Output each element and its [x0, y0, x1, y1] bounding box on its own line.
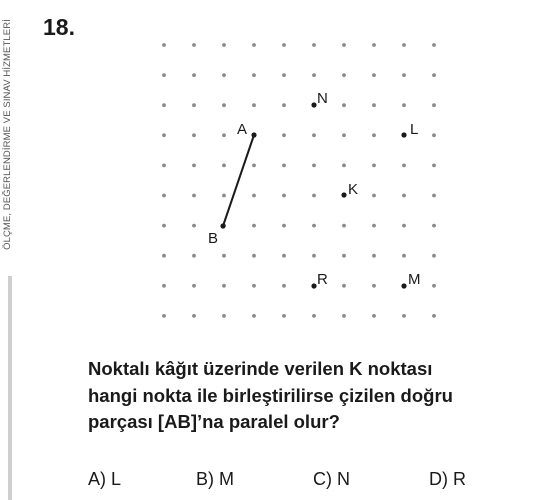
grid-dot	[282, 133, 286, 137]
grid-dot	[402, 73, 406, 77]
grid-dot	[342, 284, 346, 288]
grid-dot	[222, 254, 226, 258]
point-a	[251, 132, 256, 137]
grid-dot	[432, 194, 436, 198]
grid-dot	[252, 43, 256, 47]
grid-dot	[432, 284, 436, 288]
grid-dot	[222, 284, 226, 288]
grid-dot	[162, 43, 166, 47]
grid-dot	[252, 224, 256, 228]
grid-dot	[192, 164, 196, 168]
grid-dot	[162, 73, 166, 77]
choice-c[interactable]: C) N	[313, 469, 350, 489]
label-l: L	[410, 121, 419, 138]
grid-dot	[342, 314, 346, 318]
grid-dot	[342, 43, 346, 47]
grid-dot	[222, 194, 226, 198]
grid-dot	[372, 224, 376, 228]
grid-dot	[282, 284, 286, 288]
grid-dot	[402, 224, 406, 228]
grid-dot	[402, 314, 406, 318]
grid-dot	[282, 194, 286, 198]
grid-dot	[252, 254, 256, 258]
grid-dot	[252, 164, 256, 168]
grid-dot	[282, 103, 286, 107]
grid-dot	[402, 254, 406, 258]
point-n	[311, 102, 316, 107]
grid-dot	[402, 43, 406, 47]
choice-a[interactable]: A) L	[88, 469, 122, 489]
grid-dot	[162, 314, 166, 318]
choice-d[interactable]: D) R	[429, 469, 466, 489]
grid-dot	[222, 314, 226, 318]
grid-dot	[282, 254, 286, 258]
grid-dot	[342, 224, 346, 228]
grid-dot	[252, 314, 256, 318]
choice-b[interactable]: B) M	[196, 469, 234, 489]
grid-dot	[162, 164, 166, 168]
grid-dot	[372, 254, 376, 258]
grid-dot	[192, 133, 196, 137]
grid-dot	[192, 43, 196, 47]
grid-dot	[162, 133, 166, 137]
point-k	[341, 192, 346, 197]
grid-dot	[162, 194, 166, 198]
grid-dot	[372, 194, 376, 198]
grid-dot	[192, 254, 196, 258]
grid-dot	[192, 73, 196, 77]
grid-dot	[282, 43, 286, 47]
grid-dot	[342, 133, 346, 137]
grid-dot	[312, 194, 316, 198]
grid-dot	[222, 103, 226, 107]
grid-dot	[162, 284, 166, 288]
label-n: N	[317, 90, 328, 107]
grid-dot	[312, 254, 316, 258]
grid-dot	[372, 73, 376, 77]
grid-dot	[312, 43, 316, 47]
label-r: R	[317, 271, 328, 288]
point-b	[220, 223, 225, 228]
grid-dot	[312, 133, 316, 137]
question-text	[88, 356, 528, 436]
grid-dot	[432, 43, 436, 47]
grid-dot	[342, 164, 346, 168]
grid-dot	[192, 284, 196, 288]
grid-dot	[312, 224, 316, 228]
grid-dot	[222, 43, 226, 47]
grid-dot	[432, 314, 436, 318]
grid-dot	[162, 103, 166, 107]
grid-dot	[192, 314, 196, 318]
grid-dot	[402, 103, 406, 107]
question-line: hangi nokta ile birleştirilirse çizilen doğru	[88, 384, 453, 406]
grid-dot	[282, 164, 286, 168]
grid-dot	[432, 103, 436, 107]
point-r	[311, 283, 316, 288]
point-l	[401, 132, 406, 137]
label-a: A	[237, 121, 248, 138]
grid-dot	[282, 224, 286, 228]
grid-dot	[432, 73, 436, 77]
grid-dot	[282, 73, 286, 77]
grid-dot	[342, 103, 346, 107]
grid-dot	[432, 133, 436, 137]
grid-dot	[252, 284, 256, 288]
question-line: parçası [AB]’na paralel olur?	[88, 411, 340, 432]
grid-dot	[432, 224, 436, 228]
grid-dot	[372, 43, 376, 47]
grid-dot	[192, 194, 196, 198]
grid-dot	[312, 164, 316, 168]
grid-dot	[372, 133, 376, 137]
grid-dot	[222, 164, 226, 168]
point-m	[401, 283, 406, 288]
question-line: Noktalı kâğıt üzerinde verilen K noktası	[88, 358, 433, 379]
publisher-side-label: ÖLÇME, DEĞERLENDİRME VE SINAV HİZMETLERİ	[1, 18, 13, 250]
grid-dot	[222, 73, 226, 77]
segment-ab	[223, 135, 254, 226]
grid-dot	[432, 164, 436, 168]
label-b: B	[208, 230, 219, 247]
grid-dot	[432, 254, 436, 258]
grid-dot	[372, 103, 376, 107]
grid-dot	[342, 73, 346, 77]
grid-dot	[192, 103, 196, 107]
grid-dot	[222, 133, 226, 137]
grid-dot	[252, 103, 256, 107]
grid-dot	[372, 164, 376, 168]
grid-dot	[192, 224, 196, 228]
label-k: K	[348, 181, 359, 198]
grid-dot	[162, 224, 166, 228]
grid-dot	[342, 254, 346, 258]
grid-dot	[402, 194, 406, 198]
grid-dot	[252, 73, 256, 77]
grid-dot	[312, 73, 316, 77]
label-m: M	[408, 271, 421, 288]
question-number: 18.	[43, 14, 75, 40]
grid-dot	[252, 194, 256, 198]
grid-dots	[162, 43, 436, 318]
grid-dot	[402, 164, 406, 168]
grid-dot	[312, 314, 316, 318]
grid-dot	[372, 284, 376, 288]
grid-dot	[372, 314, 376, 318]
grid-dot	[162, 254, 166, 258]
grid-dot	[282, 314, 286, 318]
